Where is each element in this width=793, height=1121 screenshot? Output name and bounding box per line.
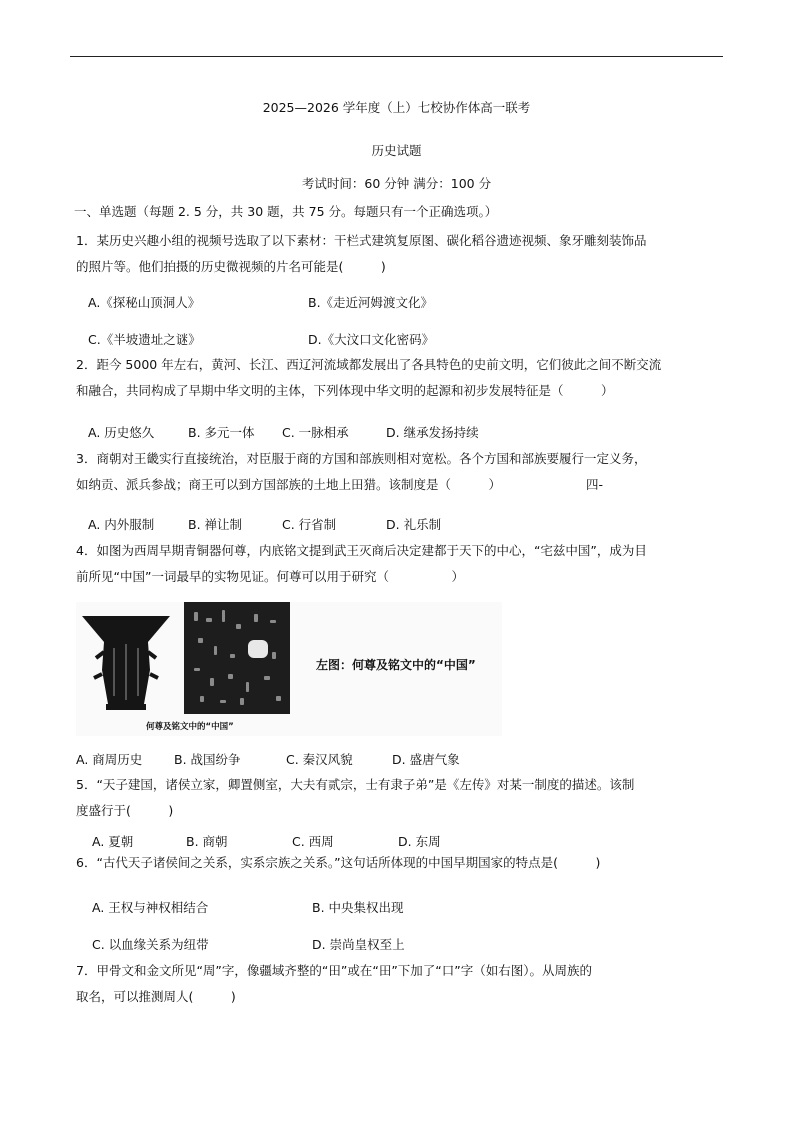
- option-b[interactable]: B. 战国纷争: [174, 752, 241, 767]
- option-c[interactable]: C. 行省制: [282, 517, 337, 532]
- figure-caption-small: 何尊及铭文中的“中国”: [146, 722, 234, 732]
- question-2: [76, 352, 726, 404]
- option-b[interactable]: B. 禅让制: [188, 517, 243, 532]
- margin-mark: 四-: [586, 477, 604, 492]
- section-heading: 一、单选题（每题 2. 5 分，共 30 题，共 75 分。每题只有一个正确选项。）: [74, 204, 498, 219]
- question-line: 5．“天子建国，诸侯立家，卿置侧室，大夫有贰宗，士有隶子弟”是《左传》对某一制度的描述。该制: [76, 777, 635, 792]
- option-d[interactable]: D. 礼乐制: [386, 517, 442, 532]
- option-c[interactable]: C. 秦汉风貌: [286, 752, 353, 767]
- question-line: 7．甲骨文和金文所见“周”字，像疆域齐整的“田”或在“田”下加了“口”字（如右图）。从周族的: [76, 963, 593, 978]
- option-d[interactable]: D. 东周: [398, 834, 441, 849]
- option-d[interactable]: D. 盛唐气象: [392, 752, 460, 767]
- question-line: 4．如图为西周早期青铜器何尊，内底铭文提到武王灭商后决定建都于天下的中心，“宅兹中国”，成为目: [76, 543, 647, 558]
- option-c[interactable]: C. 一脉相承: [282, 425, 349, 440]
- option-a[interactable]: A. 夏朝: [92, 834, 134, 849]
- option-c[interactable]: C.《半坡遗址之谜》: [88, 332, 201, 347]
- option-d[interactable]: D. 继承发扬持续: [386, 425, 479, 440]
- question-5: [76, 772, 726, 824]
- he-zun-figure: [76, 602, 502, 736]
- question-line: 和融合，共同构成了早期中华文明的主体，下列体现中华文明的起源和初步发展特征是（ ）: [76, 383, 614, 398]
- question-line: 的照片等。他们拍摄的历史微视频的片名可能是( ): [76, 259, 386, 274]
- question-4: [76, 538, 726, 590]
- question-line: 1．某历史兴趣小组的视频号选取了以下素材：干栏式建筑复原图、碳化稻谷遗迹视频、象牙雕刻装饰品: [76, 233, 647, 248]
- option-b[interactable]: B. 多元一体: [188, 425, 255, 440]
- question-7: [76, 958, 726, 1010]
- question-line: 度盛行于( ): [76, 803, 174, 818]
- question-line: 如纳贡、派兵参战；商王可以到方国部族的土地上田猎。该制度是（ ）: [76, 477, 502, 492]
- exam-info: 考试时间：60 分钟 满分：100 分: [301, 176, 492, 191]
- question-line: 前所见“中国”一词最早的实物见证。何尊可以用于研究（ ）: [76, 569, 464, 584]
- bronze-vessel-image: [78, 612, 174, 712]
- option-a[interactable]: A. 商周历史: [76, 752, 143, 767]
- inscription-rubbing-image: [184, 602, 290, 714]
- exam-title: 2025—2026 学年度（上）七校协作体高一联考: [262, 100, 531, 115]
- question-line: 2．距今 5000 年左右，黄河、长江、西辽河流域都发展出了各具特色的史前文明，它们彼此之间不断交流: [76, 357, 662, 372]
- option-b[interactable]: B.《走近河姆渡文化》: [308, 295, 434, 310]
- question-6: [76, 850, 726, 876]
- option-b[interactable]: B. 中央集权出现: [312, 900, 404, 915]
- question-3: [76, 446, 726, 498]
- option-c[interactable]: C. 以血缘关系为纽带: [92, 937, 209, 952]
- header-rule: [70, 56, 723, 57]
- subject-title: 历史试题: [371, 143, 422, 158]
- option-c[interactable]: C. 西周: [292, 834, 334, 849]
- option-d[interactable]: D. 崇尚皇权至上: [312, 937, 405, 952]
- option-b[interactable]: B. 商朝: [186, 834, 228, 849]
- option-a[interactable]: A. 历史悠久: [88, 425, 155, 440]
- question-1: [76, 228, 726, 280]
- question-line: 6．“古代天子诸侯间之关系，实系宗族之关系。”这句话所体现的中国早期国家的特点是( ): [76, 855, 601, 870]
- figure-caption-large: 左图：何尊及铭文中的“中国”: [316, 658, 476, 672]
- option-a[interactable]: A. 内外服制: [88, 517, 155, 532]
- question-line: 3．商朝对王畿实行直接统治，对臣服于商的方国和部族则相对宽松。各个方国和部族要履行一定义务，: [76, 451, 647, 466]
- question-line: 取名，可以推测周人( ): [76, 989, 236, 1004]
- option-a[interactable]: A. 王权与神权相结合: [92, 900, 209, 915]
- option-a[interactable]: A.《探秘山顶洞人》: [88, 295, 201, 310]
- option-d[interactable]: D.《大汶口文化密码》: [308, 332, 435, 347]
